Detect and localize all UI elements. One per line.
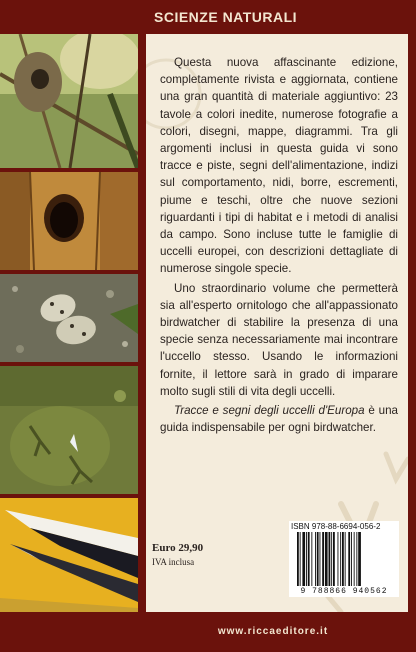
price-amount: Euro 29,90 bbox=[152, 542, 204, 554]
photo-feathers bbox=[0, 498, 138, 612]
price-block bbox=[152, 538, 203, 567]
publisher-url[interactable]: www.riccaeditore.it bbox=[217, 626, 329, 637]
photo-tracks bbox=[0, 366, 138, 494]
isbn-barcode bbox=[289, 521, 399, 597]
paragraph-1: Questa nuova affascinante edizione, completamente rivista e aggiornata, contiene una gran quantità di materiale aggiuntivo: 23 tavole a colori inedite, numerose fotografie a colori, disegni, mappe, diagrammi. Tra gli argomenti inclusi in questa guida vi sono tracce e piste, segni dell'alimentazione, indizi sul comportamento, nidi, borre, escrementi, piume e teschi, oltre che nuove sezioni riguardanti i tipi di habitat e i metodi di analisi da campo. Sono incluse tutte le famiglie di uccelli europei, con descrizioni dettagliate di numerose singole specie. bbox=[160, 56, 398, 276]
series-title: SCIENZE NATURALI bbox=[154, 9, 298, 25]
description-text bbox=[160, 54, 398, 438]
photo-tree-hole bbox=[0, 172, 138, 270]
price-tax-note: IVA inclusa bbox=[152, 557, 195, 567]
photo-nest bbox=[0, 34, 138, 168]
photo-eggs bbox=[0, 274, 138, 362]
paragraph-2: Uno straordinario volume che permetterà sia all'esperto ornitologo che all'appassionato birdwatcher di stabilire la presenza di una specie senza necessariamente mai incontrare l'uccello stesso. Usando le informazioni fornite, il lettore sarà in grado di imparare molto sugli stili di vita degli uccelli. bbox=[160, 281, 398, 398]
paragraph-3-rest: è una guida indispensabile per ogni birdwatcher. bbox=[160, 404, 398, 435]
photo-strip bbox=[0, 34, 138, 612]
barcode-digits: 9 788866 940562 bbox=[300, 587, 388, 596]
paragraph-3 bbox=[160, 402, 398, 436]
book-title: Tracce e segni degli uccelli d'Europa bbox=[174, 404, 365, 418]
barcode-bars bbox=[289, 521, 399, 597]
isbn-label: ISBN 978-88-6694-056-2 bbox=[291, 522, 381, 531]
